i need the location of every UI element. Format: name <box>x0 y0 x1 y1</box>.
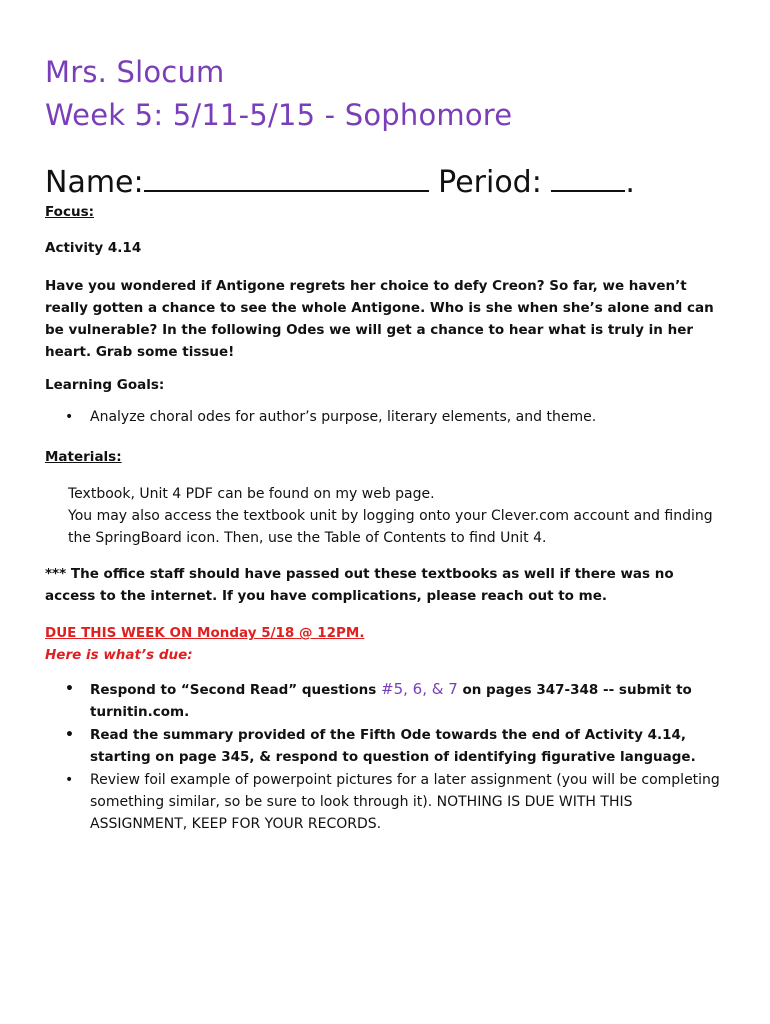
activity-label: Activity 4.14 <box>45 240 142 256</box>
learning-goals-label: Learning Goals: <box>45 377 165 393</box>
teacher-name: Mrs. Slocum <box>45 55 225 89</box>
due-item-1-post: on pages 347-348 -- submit to turnitin.com. <box>90 682 692 720</box>
due-item-1-highlight: #5, 6, & 7 <box>381 680 458 698</box>
learning-goals-list <box>45 409 725 425</box>
due-item-1-pre: Respond to “Second Read” questions <box>90 682 381 698</box>
due-subheading: Here is what’s due: <box>45 647 193 663</box>
due-item-2: • Read the summary provided of the Fifth Ode towards the end of Activity 4.14, starting on page 345, & respond to question of identifying figurative language. <box>45 724 725 768</box>
due-item-1 <box>45 678 725 723</box>
week-title: Week 5: 5/11-5/15 - Sophomore <box>45 98 513 132</box>
name-period-line <box>45 160 635 205</box>
materials-note: *** The office staff should have passed out these textbooks as well if there was no access to the internet. If you have complications, please reach out to me. <box>45 566 674 604</box>
learning-goal-item: • Analyze choral odes for author’s purpose, literary elements, and theme. <box>45 409 725 425</box>
due-list <box>45 678 725 835</box>
focus-label: Focus: <box>45 204 94 220</box>
name-label: Name: <box>45 165 144 200</box>
focus-intro: Have you wondered if Antigone regrets her choice to defy Creon? So far, we haven’t really gotten a chance to see the whole Antigone. Who is she when she’s alone and can be vulnerable? In the following Odes we will get a chance to hear what is truly in her heart. Grab some tissue! <box>45 278 714 360</box>
materials-label: Materials: <box>45 449 122 465</box>
due-item-3: • Review foil example of powerpoint pictures for a later assignment (you will be completing something similar, so be sure to look through it). NOTHING IS DUE WITH THIS ASSIGNMENT, KEEP FOR YOUR RECORDS. <box>45 769 725 835</box>
materials-text <box>45 483 725 549</box>
period-blank <box>551 160 625 192</box>
period-label: Period: <box>438 165 542 200</box>
due-heading: DUE THIS WEEK ON Monday 5/18 @ 12PM. <box>45 625 365 641</box>
materials-line-1: Textbook, Unit 4 PDF can be found on my web page. <box>68 486 435 502</box>
name-blank <box>144 160 429 192</box>
period-end: . <box>625 165 635 200</box>
materials-line-2: You may also access the textbook unit by logging onto your Clever.com account and finding the SpringBoard icon. Then, use the Table of Contents to find Unit 4. <box>68 508 713 546</box>
